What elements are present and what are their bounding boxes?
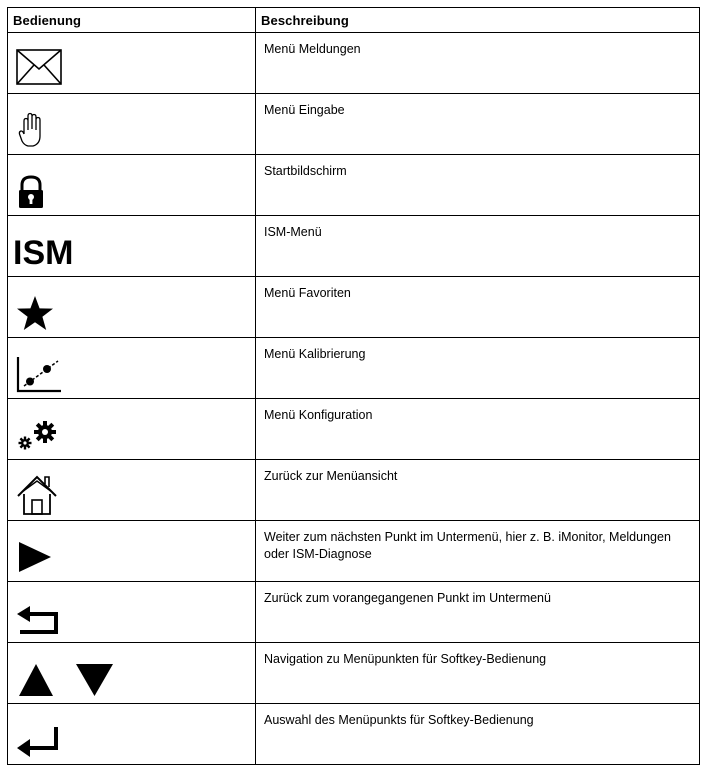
row-description: Menü Favoriten: [256, 277, 700, 338]
enter-arrow-icon: [16, 726, 62, 760]
table-row: [8, 33, 700, 94]
icon-cell: [8, 582, 256, 643]
table-row: [8, 399, 700, 460]
icon-cell: [8, 216, 256, 277]
gears-icon: [18, 421, 58, 451]
icon-cell: [8, 277, 256, 338]
row-description: Menü Konfiguration: [256, 399, 700, 460]
icon-cell: [8, 155, 256, 216]
icon-cell: [8, 338, 256, 399]
table-row: [8, 155, 700, 216]
column-header-description: Beschreibung: [256, 8, 700, 33]
table-row: [8, 521, 700, 582]
up-down-triangles-icon: [18, 663, 114, 697]
star-icon: [16, 295, 54, 331]
row-description: Menü Meldungen: [256, 33, 700, 94]
ism-text-icon: ISM: [13, 234, 74, 272]
operations-table: [7, 7, 700, 765]
table-row: [8, 216, 700, 277]
row-description: Menü Kalibrierung: [256, 338, 700, 399]
icon-cell: [8, 521, 256, 582]
row-description: Startbildschirm: [256, 155, 700, 216]
row-description: Navigation zu Menüpunkten für Softkey-Bedienung: [256, 643, 700, 704]
table-row: [8, 460, 700, 521]
calibration-chart-icon: [16, 355, 62, 393]
table-row: [8, 338, 700, 399]
hand-icon: [18, 112, 44, 148]
back-arrow-icon: [16, 604, 62, 636]
row-description: Zurück zum vorangegangenen Punkt im Untermenü: [256, 582, 700, 643]
table-row: [8, 94, 700, 155]
icon-cell: [8, 33, 256, 94]
home-icon: [16, 474, 58, 516]
icon-cell: [8, 704, 256, 765]
table-row: [8, 277, 700, 338]
lock-icon: [18, 175, 44, 209]
icon-cell: [8, 643, 256, 704]
row-description: Auswahl des Menüpunkts für Softkey-Bedienung: [256, 704, 700, 765]
row-description: Zurück zur Menüansicht: [256, 460, 700, 521]
icon-cell: [8, 460, 256, 521]
table-row: [8, 704, 700, 765]
play-arrow-icon: [18, 541, 52, 573]
icon-cell: [8, 94, 256, 155]
table-header-row: [8, 8, 700, 33]
envelope-icon: [16, 49, 62, 85]
column-header-operation: Bedienung: [8, 8, 256, 33]
row-description: Menü Eingabe: [256, 94, 700, 155]
row-description: Weiter zum nächsten Punkt im Untermenü, hier z. B. iMonitor, Meldungen oder ISM-Diagnose: [256, 521, 700, 582]
table-row: [8, 643, 700, 704]
icon-cell: [8, 399, 256, 460]
row-description: ISM-Menü: [256, 216, 700, 277]
table-row: [8, 582, 700, 643]
